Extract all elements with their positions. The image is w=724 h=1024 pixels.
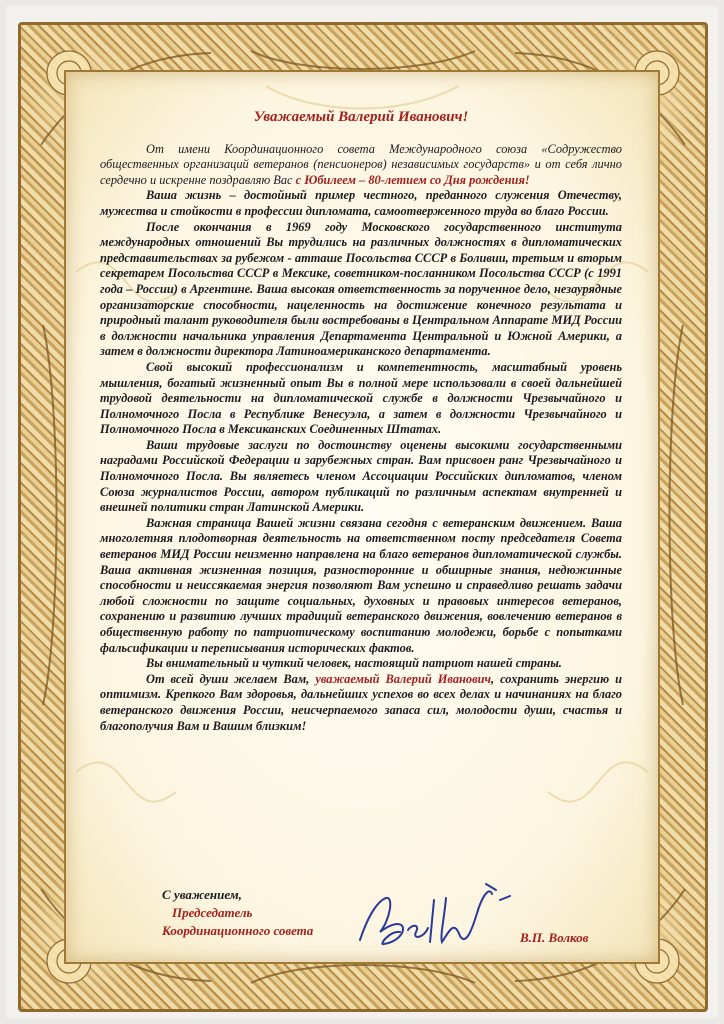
paragraph-life: Ваша жизнь – достойный пример честного, преданного служения Отечеству, мужества и стойкости в профессии дипломата, самоотверженного труда во благо России. — [100, 188, 622, 218]
paragraph-text: От имени Координационного совета Международного союза «Содружество общественных организаций ветеранов (пенсионеров) независимых государств» и от себя лично сердечно и искренне поздравляю Вас — [100, 141, 622, 187]
letter-body — [100, 100, 622, 734]
position-line: Председатель — [172, 905, 253, 920]
paragraph-congratulation — [100, 142, 622, 189]
paragraph-awards: Ваши трудовые заслуги по достоинству оценены высокими государственными наградами Российской Федерации и зарубежных стран. Вам присвоен ранг Чрезвычайного и Полномочного Посла. Вы являетесь членом Ассоциации Российских дипломатов, членом Союза журналистов России, автором публикаций по различным аспектам внутренней и внешней политики стран Латинской Америки. — [100, 437, 622, 515]
paragraph-wishes — [100, 672, 622, 734]
signature-block — [100, 880, 622, 960]
paragraph-patriot: Вы внимательный и чуткий человек, настоящий патриот нашей страны. — [146, 656, 562, 671]
letter-greeting: Уважаемый Валерий Иванович! — [253, 109, 469, 125]
handwritten-signature-icon — [350, 880, 520, 960]
addressee-highlight: уважаемый Валерий Иванович — [315, 671, 492, 686]
regards-line: С уважением, — [162, 887, 242, 902]
paragraph-career: После окончания в 1969 году Московского государственного института международных отношений Вы трудились на различных должностях в дипломатических представительствах за рубежом - атташе Посольства СССР в Боливии, третьим и вторым секретарем Посольства СССР в Мексике, советником-посланником Посольства СССР (с 1991 года – России) в Аргентине. Ваша высокая ответственность за порученное дело, незаурядные организаторские способности, нацеленность на достижение конечного результата и природный талант руководителя были востребованы в Центральном Аппарате МИД России в должности начальника управления Департамента Центральной и Южной Америки, а затем в должности директора Латиноамериканского департамента. — [100, 219, 622, 359]
signer-name: В.П. Волков — [520, 930, 589, 945]
paragraph-text: , сохранить энергию и оптимизм. Крепкого Вам здоровья, дальнейших успехов во всех делах и начинаниях на благо ветеранского движения России, неисчерпаемого запаса сил, молодости души, счастья и благополучия Вам и Вашим близким! — [100, 671, 622, 733]
paragraph-veterans: Важная страница Вашей жизни связана сегодня с ветеранским движением. Ваша многолетняя плодотворная деятельность на ответственном посту председателя Совета ветеранов МИД России неизменно направлена на благо ветеранов дипломатической службы. Ваша активная жизненная позиция, разносторонние и обширные знания, недюжинные способности и неиссякаемая энергия позволяют Вам успешно и справедливо решать задачи любой сложности по защите социальных, духовных и правовых интересов ветеранов, сохранению и развитию лучших традиций ветеранского движения, вовлечению ветеранов в общественную работу по патриотическому воспитанию молодежи, борьбе с попытками фальсификации и переписывания исторических фактов. — [100, 515, 622, 655]
jubilee-highlight: с Юбилеем – 80-летием со Дня рождения! — [295, 172, 530, 187]
paragraph-professionalism: Свой высокий профессионализм и компетентность, масштабный уровень мышления, богатый жизненный опыт Вы в полной мере использовали в своей дальнейшей трудовой деятельности на дипломатической службе в должности Чрезвычайного и Полномочного Посла в Республике Венесуэла, а затем в должности Чрезвычайного и Полномочного Посла в Мексиканских Соединенных Штатах. — [100, 359, 622, 437]
paragraph-text: От всей души желаем Вам, — [146, 671, 316, 686]
council-line: Координационного совета — [162, 923, 314, 938]
signature-title — [162, 886, 313, 940]
